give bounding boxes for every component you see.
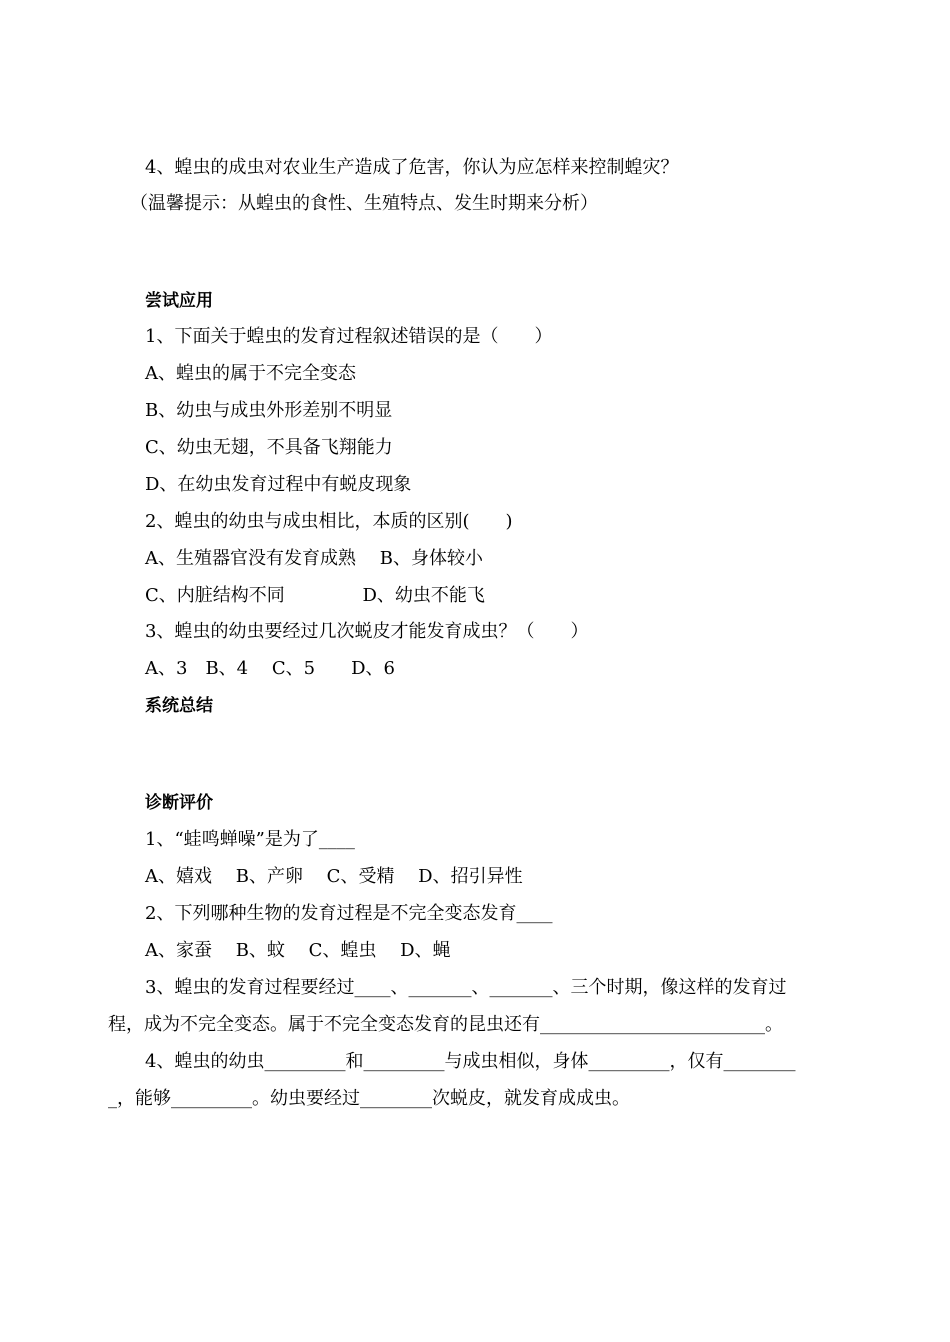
diagnosis-q2-options: A、家蚕 B、蚊 C、蝗虫 D、蝇 (145, 940, 451, 961)
reflection-hint: （温馨提示：从蝗虫的食性、生殖特点、发生时期来分析） (130, 193, 598, 214)
diagnosis-question-4-line-2: _，能够_________。幼虫要经过________次蜕皮，就发育成成虫。 (108, 1088, 630, 1109)
diagnosis-question-1: 1、“蛙鸣蝉噪”是为了____ (145, 829, 355, 850)
try-apply-question-1: 1、下面关于蝗虫的发育过程叙述错误的是（ ） (145, 326, 553, 347)
try-apply-question-2: 2、蝗虫的幼虫与成虫相比，本质的区别( ) (145, 511, 513, 532)
diagnosis-question-3-line-1: 3、蝗虫的发育过程要经过____、_______、_______、三个时期，像这样的发育过 (145, 977, 787, 998)
try-apply-q2-options-cd: C、内脏结构不同 D、幼虫不能飞 (145, 585, 485, 606)
section-heading-try-apply: 尝试应用 (145, 291, 213, 311)
diagnosis-question-4-line-1: 4、蝗虫的幼虫_________和_________与成虫相似，身体_________，仅有________ (145, 1051, 796, 1072)
try-apply-q2-options-ab: A、生殖器官没有发育成熟 B、身体较小 (145, 548, 483, 569)
section-heading-diagnosis: 诊断评价 (145, 793, 213, 813)
try-apply-q1-option-b: B、幼虫与成虫外形差别不明显 (145, 400, 393, 421)
try-apply-question-3: 3、蝗虫的幼虫要经过几次蜕皮才能发育成虫？（ ） (145, 621, 589, 642)
reflection-question-4: 4、蝗虫的成虫对农业生产造成了危害，你认为应怎样来控制蝗灾？ (145, 157, 679, 178)
try-apply-q1-option-d: D、在幼虫发育过程中有蜕皮现象 (145, 474, 412, 495)
diagnosis-q1-options: A、嬉戏 B、产卵 C、受精 D、招引异性 (145, 866, 523, 887)
diagnosis-question-3-line-2: 程，成为不完全变态。属于不完全变态发育的昆虫还有_________________________。 (108, 1014, 783, 1035)
diagnosis-question-2: 2、下列哪种生物的发育过程是不完全变态发育____ (145, 903, 553, 924)
try-apply-q1-option-c: C、幼虫无翅，不具备飞翔能力 (145, 437, 393, 458)
section-heading-summary: 系统总结 (145, 696, 213, 716)
try-apply-q1-option-a: A、蝗虫的属于不完全变态 (145, 363, 356, 384)
try-apply-q3-options: A、3 B、4 C、5 D、6 (145, 658, 395, 679)
